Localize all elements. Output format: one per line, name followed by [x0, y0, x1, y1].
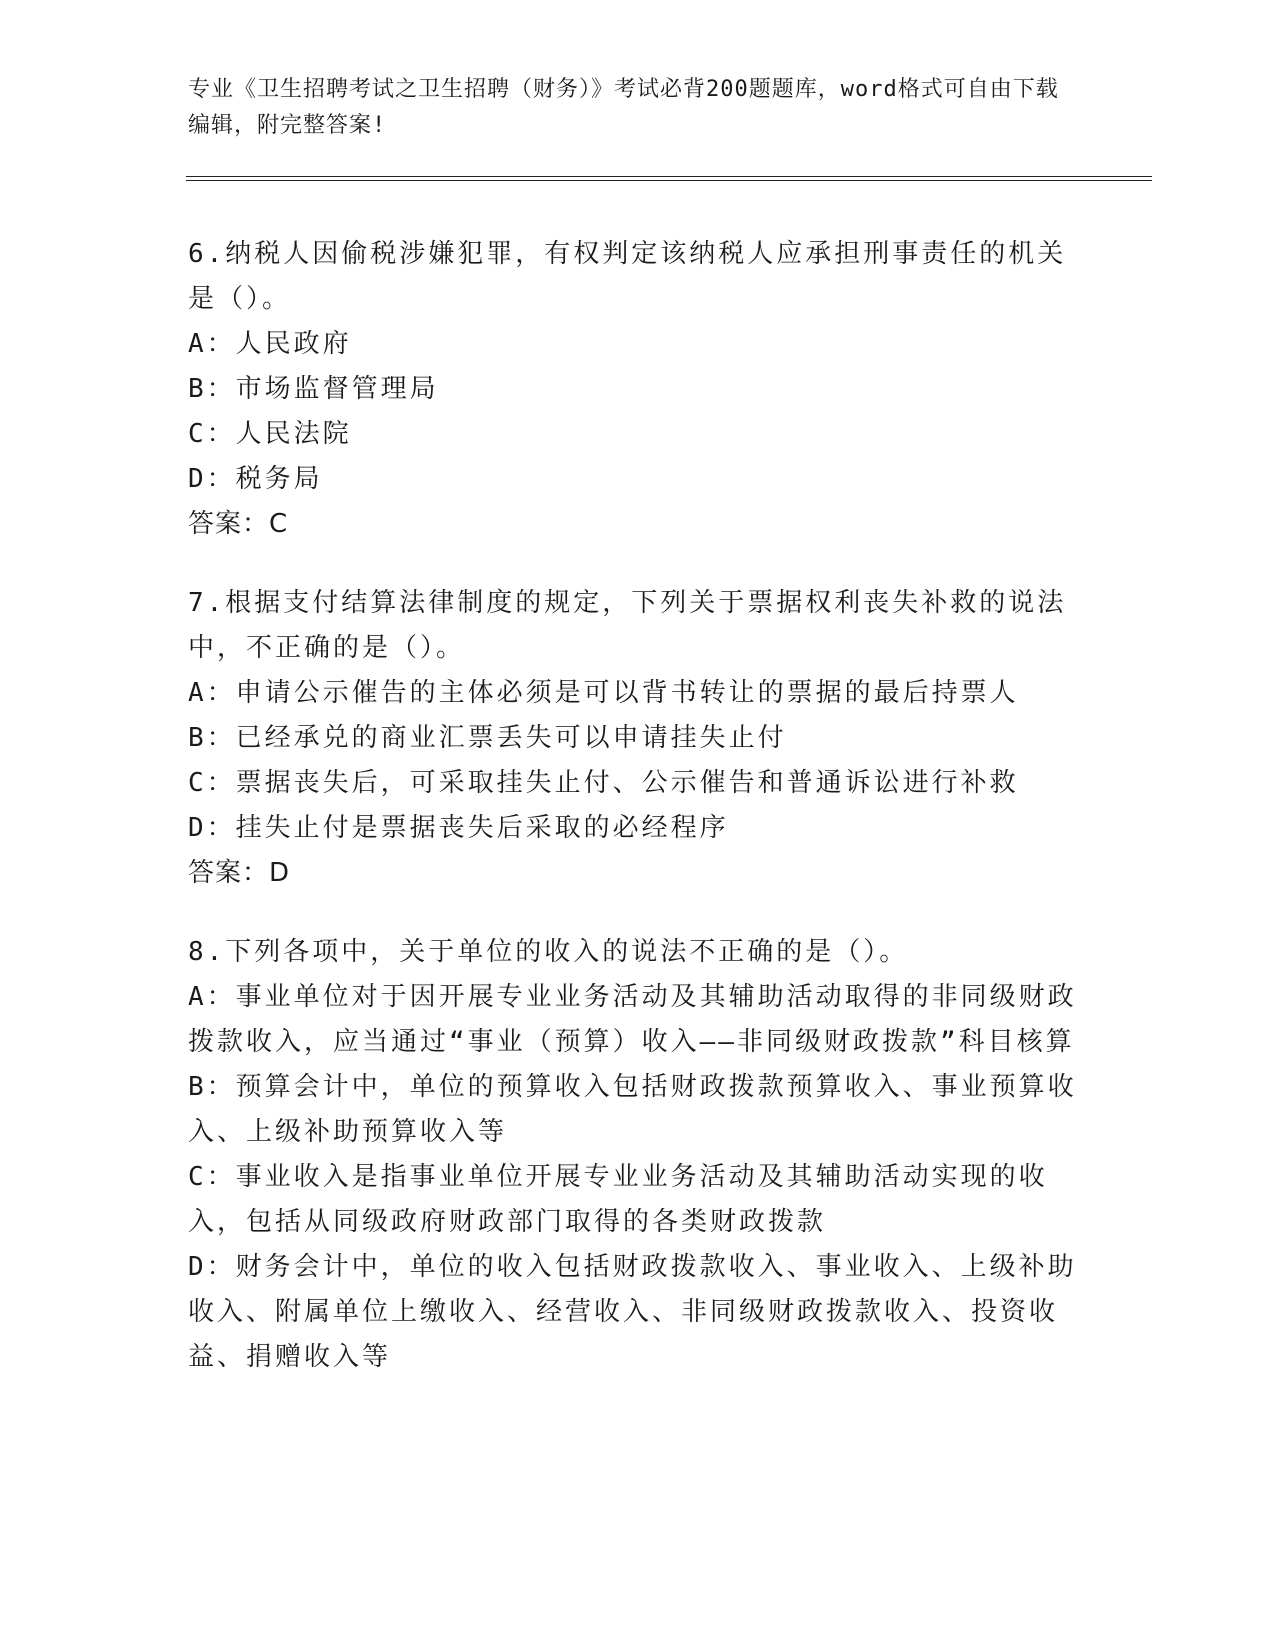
question-stem: 6.纳税人因偷税涉嫌犯罪，有权判定该纳税人应承担刑事责任的机关是（）。 [188, 239, 1067, 314]
question-6 [188, 232, 1088, 547]
question-8 [188, 930, 1088, 1380]
option-c: C：人民法院 [188, 419, 352, 449]
option-b: B：已经承兑的商业汇票丢失可以申请挂失止付 [188, 723, 787, 753]
option-a: A：申请公示催告的主体必须是可以背书转让的票据的最后持票人 [188, 678, 1019, 708]
answer: 答案：C [188, 509, 289, 539]
option-a: A：人民政府 [188, 329, 352, 359]
option-d: D：挂失止付是票据丧失后采取的必经程序 [188, 813, 729, 843]
question-stem: 8.下列各项中，关于单位的收入的说法不正确的是（）。 [188, 937, 909, 967]
header-divider [186, 176, 1152, 181]
question-stem: 7.根据支付结算法律制度的规定，下列关于票据权利丧失补救的说法中，不正确的是（）。 [188, 588, 1067, 663]
document-header: 专业《卫生招聘考试之卫生招聘（财务）》考试必背200题题库，word格式可自由下载编辑，附完整答案! [188, 77, 1059, 138]
option-a: A：事业单位对于因开展专业业务活动及其辅助活动取得的非同级财政拨款收入，应当通过“事业（预算）收入——非同级财政拨款”科目核算 [188, 982, 1077, 1057]
option-d: D：财务会计中，单位的收入包括财政拨款收入、事业收入、上级补助收入、附属单位上缴收入、经营收入、非同级财政拨款收入、投资收益、捐赠收入等 [188, 1252, 1077, 1372]
option-b: B：预算会计中，单位的预算收入包括财政拨款预算收入、事业预算收入、上级补助预算收入等 [188, 1072, 1077, 1147]
question-list [188, 232, 1088, 1414]
option-d: D：税务局 [188, 464, 323, 494]
question-7 [188, 581, 1088, 896]
option-c: C：票据丧失后，可采取挂失止付、公示催告和普通诉讼进行补救 [188, 768, 1019, 798]
answer: 答案：D [188, 858, 291, 888]
option-b: B：市场监督管理局 [188, 374, 439, 404]
option-c: C：事业收入是指事业单位开展专业业务活动及其辅助活动实现的收入，包括从同级政府财政部门取得的各类财政拨款 [188, 1162, 1048, 1237]
